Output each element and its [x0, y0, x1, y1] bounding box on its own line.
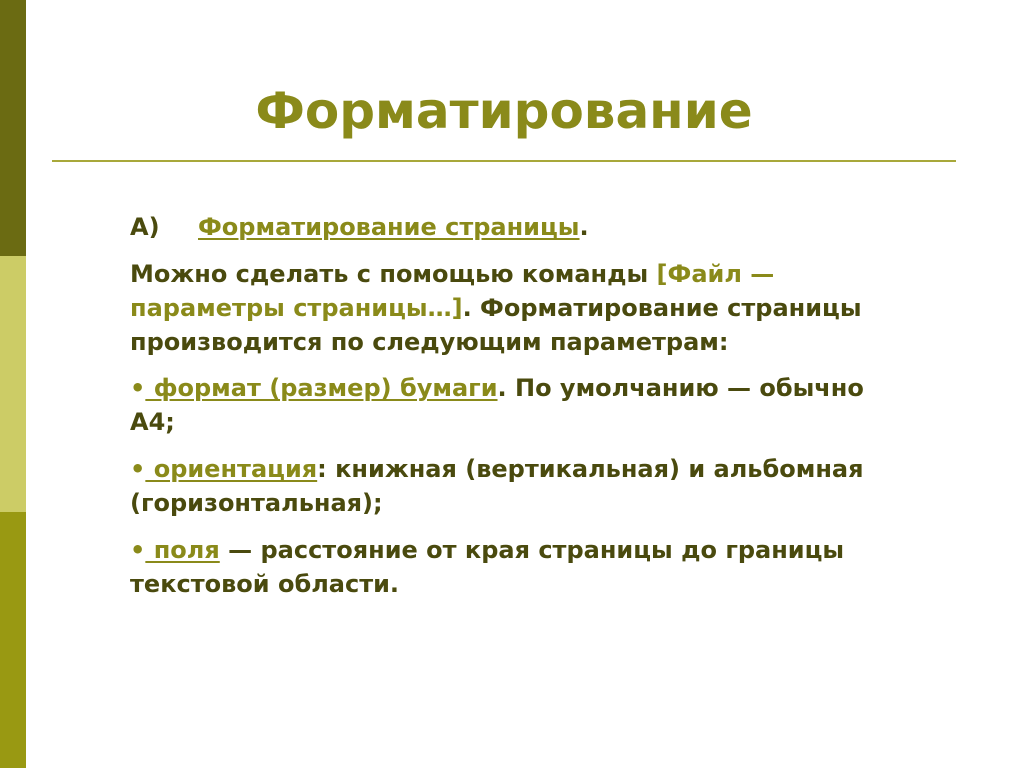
- bullet-marker: •: [130, 374, 146, 402]
- intro-text-after: . Форматирование страницы производится по следующим параметрам:: [130, 294, 862, 356]
- intro-command: [Файл — параметры страницы…]: [130, 260, 775, 322]
- side-stripe-middle: [0, 256, 26, 512]
- intro-text-before: Можно сделать с помощью команды: [130, 260, 657, 288]
- section-link[interactable]: Форматирование страницы: [198, 213, 580, 241]
- section-period: .: [579, 213, 589, 241]
- bullet-marker: •: [130, 455, 146, 483]
- bullet-item-paper-format: [130, 371, 890, 439]
- bullet-description-margins: — расстояние от края страницы до границы текстовой области.: [130, 536, 845, 598]
- side-stripe-bottom: [0, 512, 26, 768]
- title-divider: [52, 160, 956, 162]
- bullet-description-paper-format: . По умолчанию — обычно А4;: [130, 374, 864, 436]
- bullet-term-margins[interactable]: поля: [145, 536, 220, 564]
- bullet-marker: •: [130, 536, 146, 564]
- slide-title: Форматирование: [255, 82, 753, 140]
- bullet-description-orientation: : книжная (вертикальная) и альбомная (горизонтальная);: [130, 455, 864, 517]
- section-marker: А): [130, 213, 160, 241]
- bullet-term-orientation[interactable]: ориентация: [145, 455, 318, 483]
- slide-content: [130, 210, 890, 614]
- bullet-item-margins: [130, 533, 890, 601]
- intro-paragraph: [130, 257, 890, 359]
- side-stripe-top: [0, 0, 26, 256]
- bullet-term-paper-format[interactable]: формат (размер) бумаги: [145, 374, 498, 402]
- bullet-item-orientation: [130, 452, 890, 520]
- section-heading: [130, 210, 890, 244]
